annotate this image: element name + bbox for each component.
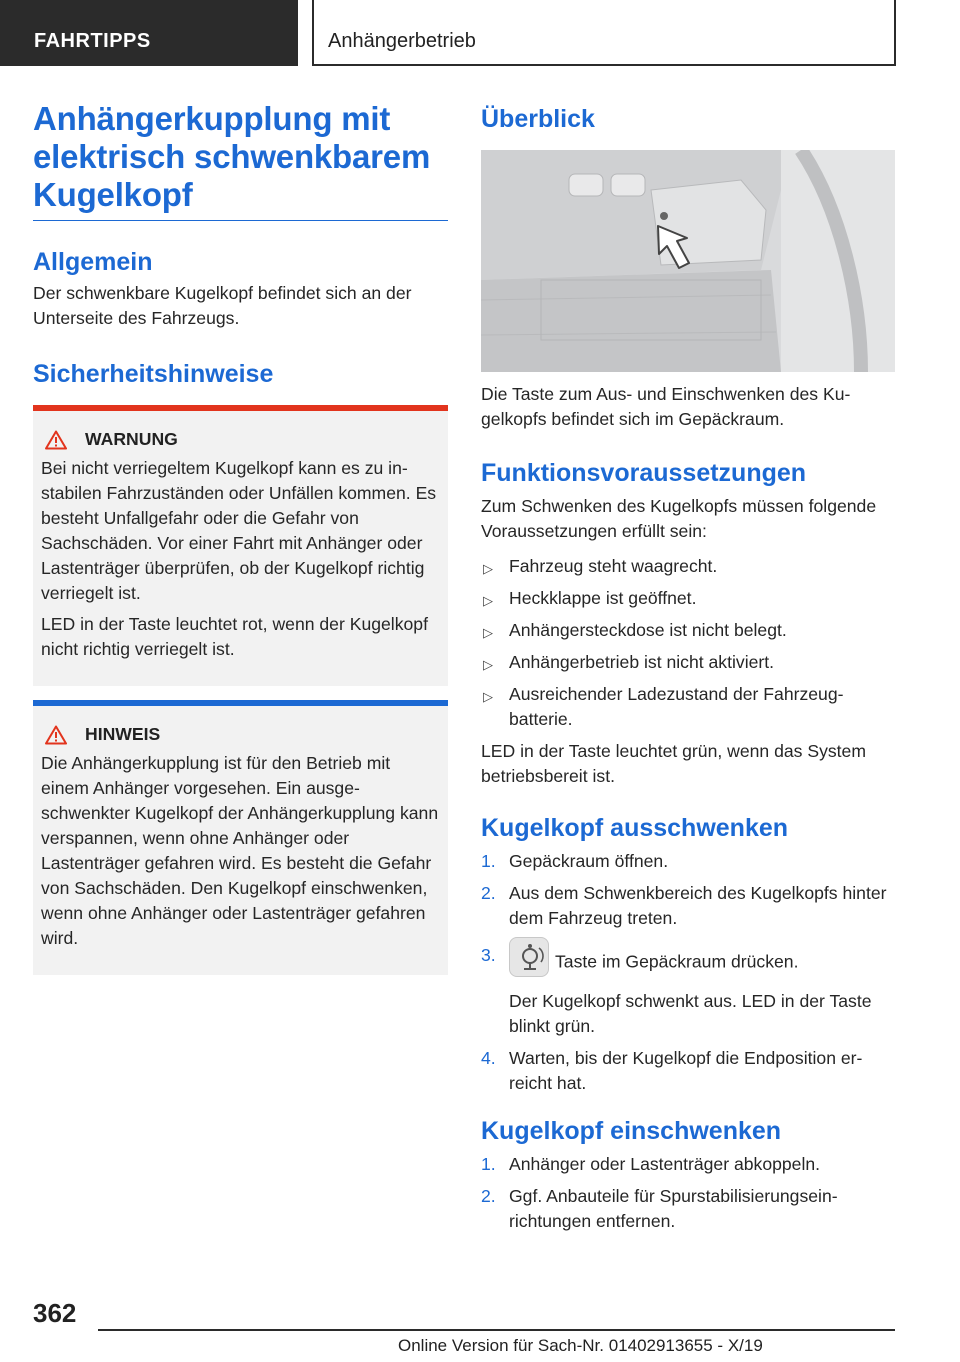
- list-item: [481, 554, 895, 579]
- warning-text-2: LED in der Taste leuchtet rot, wenn der Kugelkopf nicht richtig verriegelt ist.: [41, 614, 428, 659]
- prereq-list: [481, 554, 895, 732]
- list-item-text: Ausreichender Ladezustand der Fahrzeugbatterie.: [509, 684, 844, 729]
- page-number: 362: [33, 1298, 77, 1328]
- step-sub-text: Der Kugelkopf schwenkt aus. LED in der Taste blinkt grün.: [509, 991, 872, 1036]
- footer-text: Online Version für Sach-Nr. 01402913655 - X/19: [398, 1336, 763, 1355]
- footer-divider: [98, 1329, 895, 1331]
- list-item: [481, 618, 895, 643]
- notice-triangle-icon: [45, 725, 67, 745]
- header-section: FAHRTIPPS: [0, 0, 298, 66]
- swing-out-steps: [481, 849, 895, 1096]
- tow-hitch-button-icon: [509, 937, 549, 977]
- step-item: [481, 943, 895, 1039]
- step-item: [481, 1152, 895, 1177]
- step-number: 2.: [481, 1186, 496, 1206]
- list-item: [481, 682, 895, 732]
- overview-caption: Die Taste zum Aus- und Einschwenken des Kugelkopfs befindet sich im Gepäckraum.: [481, 384, 851, 429]
- warning-triangle-icon: [45, 430, 67, 450]
- notice-label: HINWEIS: [85, 724, 161, 744]
- trunk-illustration: [481, 150, 895, 372]
- list-item-text: Anhängerbetrieb ist nicht aktiviert.: [509, 652, 775, 672]
- swing-out-heading: Kugelkopf ausschwenken: [481, 814, 789, 842]
- step-item: [481, 881, 895, 931]
- warning-label: WARNUNG: [85, 429, 178, 449]
- prereq-note: LED in der Taste leuchtet grün, wenn das System betriebsbereit ist.: [481, 741, 866, 786]
- bullet-triangle-icon: ▷: [483, 689, 493, 704]
- bullet-triangle-icon: ▷: [483, 625, 493, 640]
- general-text: Der schwenkbare Kugelkopf befindet sich an der Unterseite des Fahrzeugs.: [33, 283, 412, 328]
- step-number: 2.: [481, 883, 496, 903]
- step-number: 1.: [481, 1154, 496, 1174]
- warning-box: [33, 411, 448, 686]
- bullet-triangle-icon: ▷: [483, 561, 493, 576]
- bullet-triangle-icon: ▷: [483, 657, 493, 672]
- left-column: [33, 100, 448, 975]
- notice-header: [41, 724, 440, 745]
- list-item-text: Anhängersteckdose ist nicht belegt.: [509, 620, 787, 640]
- list-item-text: Fahrzeug steht waagrecht.: [509, 556, 718, 576]
- step-item: [481, 1184, 895, 1234]
- page-title: Anhängerkupplung mit elektrisch schwenkbarem Kugelkopf: [33, 100, 448, 221]
- swing-in-heading: Kugelkopf einschwenken: [481, 1117, 782, 1145]
- prereq-intro: Zum Schwenken des Kugelkopfs müssen folgende Voraussetzungen erfüllt sein:: [481, 496, 877, 541]
- header-topic: Anhängerbetrieb: [312, 0, 896, 66]
- warning-header: [41, 429, 440, 450]
- bullet-triangle-icon: ▷: [483, 593, 493, 608]
- overview-heading: Überblick: [481, 105, 595, 133]
- step-number: 3.: [481, 945, 496, 965]
- safety-heading: Sicherheitshinweise: [33, 360, 274, 388]
- trunk-photo: [481, 150, 895, 372]
- list-item-text: Heckklappe ist geöffnet.: [509, 588, 697, 608]
- warning-text-1: Bei nicht verriegeltem Kugelkopf kann es zu instabilen Fahrzuständen oder Unfällen kommen. Es besteht Unfallgefahr oder die Gefahr von Sachschäden. Vor einer Fahrt mit Anhänger oder Lastenträger überprüfen, ob der Kugelkopf richtig verriegelt ist.: [41, 458, 437, 603]
- list-item: [481, 586, 895, 611]
- general-heading: Allgemein: [33, 248, 153, 276]
- notice-text: Die Anhängerkupplung ist für den Betrieb mit einem Anhänger vorgesehen. Ein ausgeschwenkter Kugelkopf der Anhängerkupplung kann verspannen, wenn ohne Anhänger oder Lastenträger gefahren wird. Es besteht die Gefahr von Sachschäden. Den Kugelkopf einschwenken, wenn ohne Anhänger oder Lastenträger gefahren wird.: [41, 753, 439, 948]
- step-text: Warten, bis der Kugelkopf die Endposition erreicht hat.: [509, 1048, 863, 1093]
- list-item: [481, 650, 895, 675]
- prereq-heading: Funktionsvoraussetzungen: [481, 459, 807, 487]
- step-text: Ggf. Anbauteile für Spurstabilisierungseinrichtungen entfernen.: [509, 1186, 838, 1231]
- step-item: [481, 849, 895, 874]
- step-text: Taste im Gepäckraum drücken.: [555, 951, 799, 972]
- notice-box: [33, 706, 448, 975]
- step-number: 4.: [481, 1048, 496, 1068]
- step-text: Aus dem Schwenkbereich des Kugelkopfs hinter dem Fahrzeug treten.: [509, 883, 887, 928]
- step-number: 1.: [481, 851, 496, 871]
- swing-in-steps: [481, 1152, 895, 1234]
- step-text: Gepäckraum öffnen.: [509, 851, 669, 871]
- step-text: Anhänger oder Lastenträger abkoppeln.: [509, 1154, 821, 1174]
- step-item: [481, 1046, 895, 1096]
- right-column: [481, 100, 895, 1241]
